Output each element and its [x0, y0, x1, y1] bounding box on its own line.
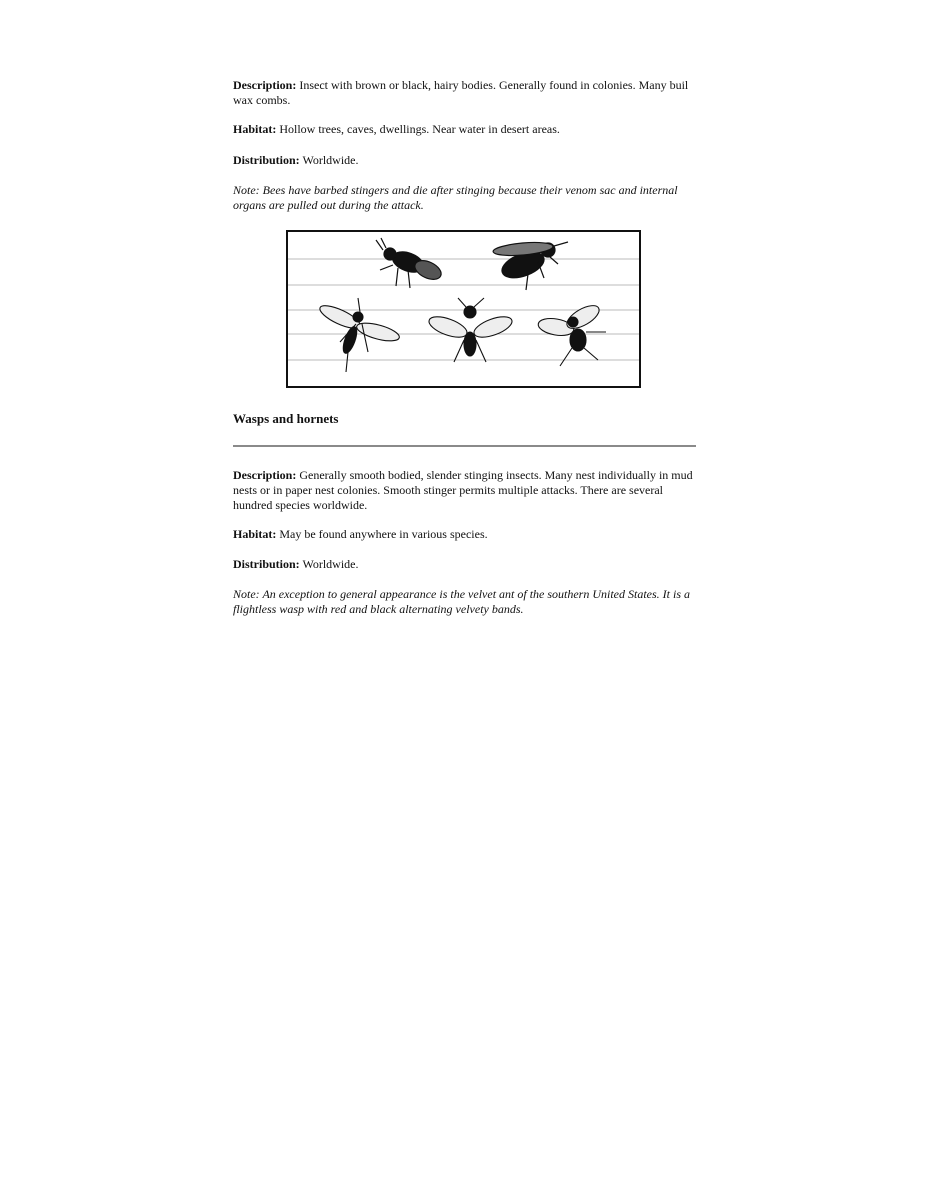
- bees-habitat: [233, 122, 697, 137]
- wasps-heading: Wasps and hornets: [233, 411, 339, 426]
- wasp-icon-1: [317, 298, 401, 372]
- hornet-icon: [493, 240, 568, 290]
- wasps-and-hornets-illustration: [286, 230, 641, 388]
- habitat-label: Habitat:: [233, 122, 277, 136]
- wasps-distribution: [233, 557, 697, 572]
- bees-description: [233, 78, 697, 108]
- habitat-label: Habitat:: [233, 527, 277, 541]
- bees-distribution: [233, 153, 697, 168]
- insects-drawing: [288, 232, 639, 386]
- description-text: Generally smooth bodied, slender stinging insects. Many nest individually in mud nests or in paper nest colonies. Smooth stinger permits multiple attacks. There are several hundred species worldwide.: [233, 468, 693, 512]
- wasps-habitat: [233, 527, 697, 542]
- distribution-text: Worldwide.: [302, 153, 359, 167]
- description-text: Insect with brown or black, hairy bodies. Generally found in colonies. Many buil wax combs.: [233, 78, 689, 107]
- bee-icon: [376, 238, 444, 288]
- description-label: Description:: [233, 468, 297, 482]
- distribution-label: Distribution:: [233, 557, 300, 571]
- section-heading: [233, 410, 697, 428]
- distribution-label: Distribution:: [233, 153, 300, 167]
- note-text: Note: Bees have barbed stingers and die after stinging because their venom sac and internal organs are pulled out during the attack.: [233, 183, 678, 212]
- habitat-text: May be found anywhere in various species.: [279, 527, 488, 541]
- wasps-note: [233, 587, 697, 617]
- habitat-text: Hollow trees, caves, dwellings. Near water in desert areas.: [279, 122, 560, 136]
- wasp-icon-2: [426, 298, 514, 362]
- note-text: Note: An exception to general appearance is the velvet ant of the southern United States. It is a flightless wasp with red and black alternating velvety bands.: [233, 587, 691, 616]
- distribution-text: Worldwide.: [302, 557, 359, 571]
- wasps-description: [233, 468, 697, 513]
- section-divider: [233, 445, 696, 447]
- bees-note: [233, 183, 697, 213]
- description-label: Description:: [233, 78, 297, 92]
